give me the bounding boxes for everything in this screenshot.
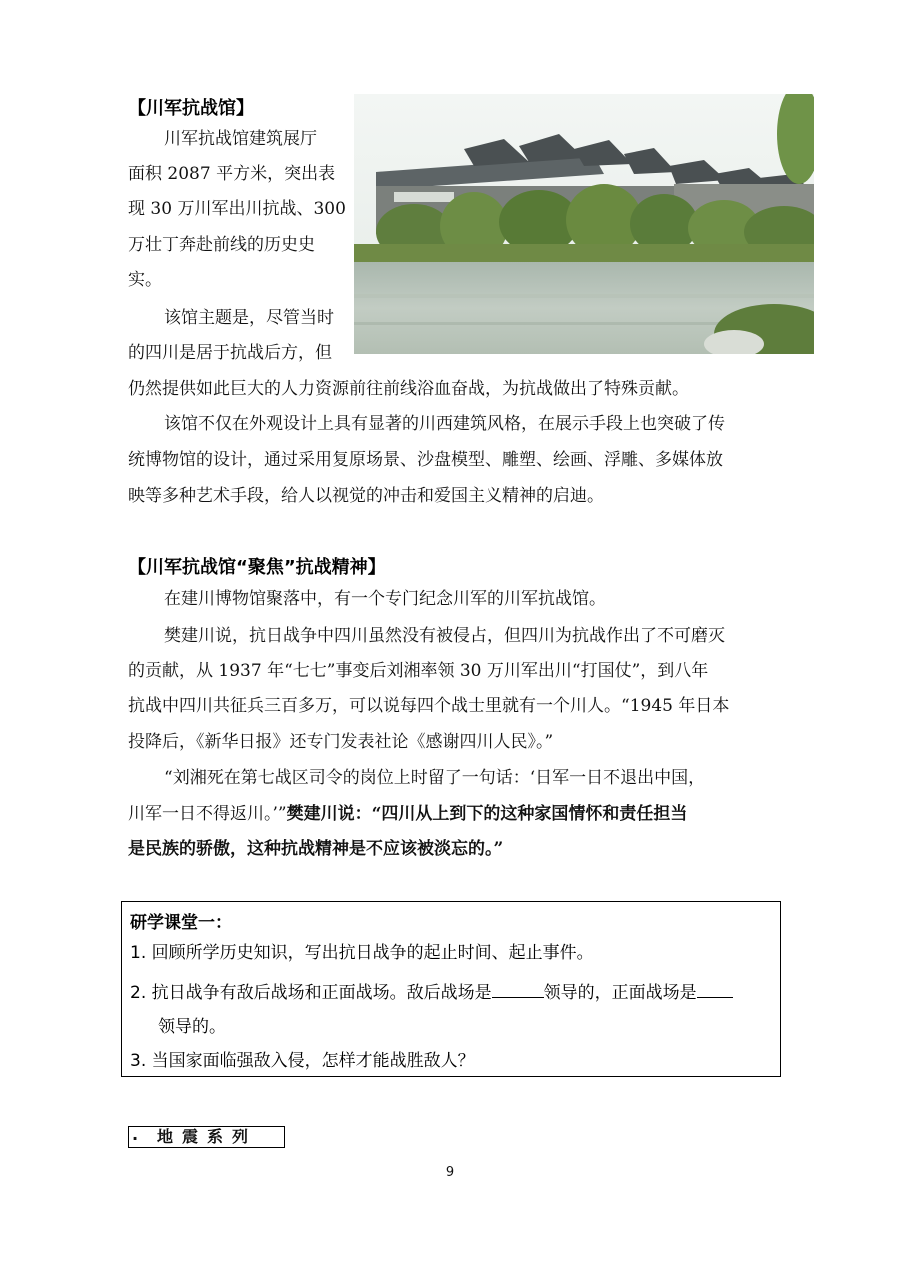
question-2-cont: 领导的。 — [158, 1017, 226, 1037]
design-line-1: 该馆不仅在外观设计上具有显著的川西建筑风格，在展示手段上也突破了传 — [164, 414, 725, 434]
series-label-box — [128, 1126, 285, 1148]
s2-line-5: 投降后，《新华日报》还专门发表社论《感谢四川人民》。” — [128, 732, 554, 752]
section1-heading: 【川军抗战馆】 — [128, 98, 254, 119]
intro-line-3: 现 30 万川军出川抗战、300 — [128, 199, 346, 219]
section2-heading: 【川军抗战馆“聚焦”抗战精神】 — [128, 557, 386, 578]
s2-line-6: “刘湘死在第七战区司令的岗位上时留了一句话：‘日军一日不退出中国， — [164, 768, 706, 788]
intro-line-5: 实。 — [128, 270, 162, 290]
theme-line-3: 仍然提供如此巨大的人力资源前往前线浴血奋战，为抗战做出了特殊贡献。 — [128, 379, 689, 399]
question-1: 1. 回顾所学历史知识，写出抗日战争的起止时间、起止事件。 — [130, 943, 594, 963]
s2-line-7-plain: 川军一日不得返川。’” — [128, 804, 287, 824]
s2-line-2: 樊建川说，抗日战争中四川虽然没有被侵占，但四川为抗战作出了不可磨灭 — [164, 626, 725, 646]
s2-line-8: 是民族的骄傲，这种抗战精神是不应该被淡忘的。” — [128, 839, 504, 859]
theme-line-1: 该馆主题是，尽管当时 — [164, 308, 334, 328]
study-box — [121, 901, 781, 1077]
intro-line-2: 面积 2087 平方米，突出表 — [128, 164, 336, 184]
s2-line-7 — [128, 797, 687, 832]
series-label: 地震系列 — [157, 1127, 258, 1146]
s2-line-3: 的贡献，从 1937 年“七七”事变后刘湘率领 30 万川军出川“打国仗”，到八年 — [128, 661, 709, 681]
s2-line-7-bold: 樊建川说：“四川从上到下的这种家国情怀和责任担当 — [286, 804, 688, 824]
museum-photo — [354, 94, 814, 354]
s2-line-4: 抗战中四川共征兵三百多万，可以说每四个战士里就有一个川人。“1945 年日本 — [128, 696, 730, 716]
blank-2[interactable] — [697, 978, 733, 998]
question-2 — [130, 976, 772, 1010]
intro-line-1: 川军抗战馆建筑展厅 — [164, 129, 317, 149]
page-number: 9 — [445, 1165, 455, 1180]
blank-1[interactable] — [492, 978, 544, 998]
intro-line-4: 万壮丁奔赴前线的历史史 — [128, 235, 315, 255]
design-line-3: 映等多种艺术手段，给人以视觉的冲击和爱国主义精神的启迪。 — [128, 486, 604, 506]
question-3: 3. 当国家面临强敌入侵，怎样才能战胜敌人？ — [130, 1051, 475, 1071]
question-2-part-b: 领导的，正面战场是 — [543, 983, 697, 1003]
s2-line-1: 在建川博物馆聚落中，有一个专门纪念川军的川军抗战馆。 — [164, 589, 606, 609]
theme-line-2: 的四川是居于抗战后方，但 — [128, 343, 332, 363]
question-2-part-a: 2. 抗日战争有敌后战场和正面战场。敌后战场是 — [130, 983, 492, 1003]
design-line-2: 统博物馆的设计，通过采用复原场景、沙盘模型、雕塑、绘画、浮雕、多媒体放 — [128, 450, 723, 470]
study-title: 研学课堂一： — [130, 913, 232, 933]
series-dot: . — [132, 1125, 139, 1144]
